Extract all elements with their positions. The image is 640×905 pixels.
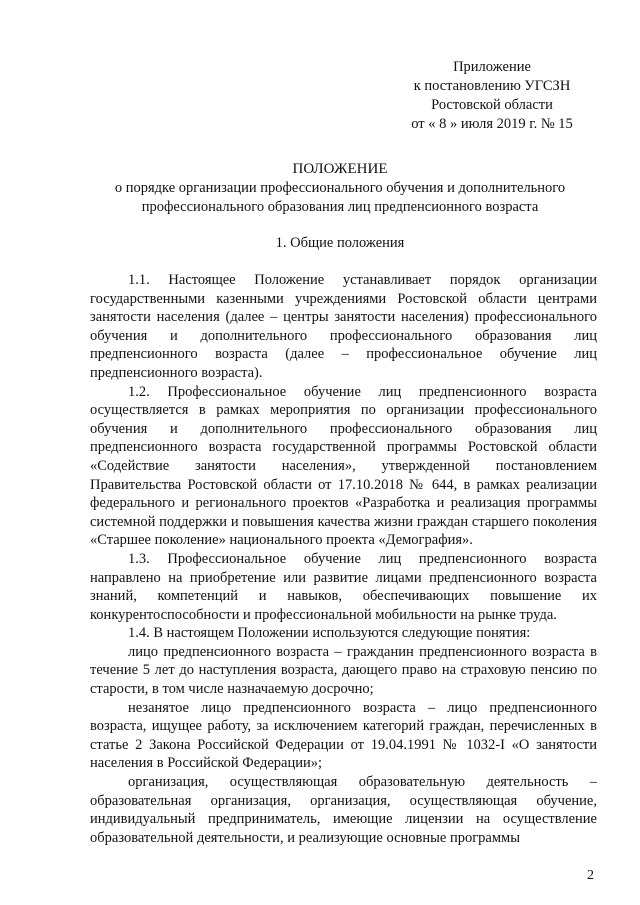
page-number: 2 — [587, 868, 594, 883]
definition-unemployed-person: незанятое лицо предпенсионного возраста – лицо предпенсионного возраста, ищущее работу, за исключением категорий граждан, перечисленных в статье 2 Закона Российской Федерации от 19.04.1991 № 1032-I «О занятости населения в Российской Федерации»; — [90, 699, 597, 772]
paragraph-1-2: 1.2. Профессиональное обучение лиц предпенсионного возраста осуществляется в рамках мероприятия по организации профессионального обучения и дополнительного профессионального образования лиц предпенсионного возраста государственной программы Ростовской области «Содействие занятости населения», утвержденной постановлением Правительства Ростовской области от 17.10.2018 № 644, в рамках реализации федерального и регионального проектов «Разработка и реализация программы системной поддержки и повышения качества жизни граждан старшего поколения «Старшее поколение» национального проекта «Демография». — [90, 383, 597, 549]
paragraph-1-1: 1.1. Настоящее Положение устанавливает порядок организации государственными казенными учреждениями Ростовской области центрами занятости населения (далее – центры занятости населения) профессионального обучения и дополнительного профессионального образования лиц предпенсионного возраста (далее – профессиональное обучение лиц предпенсионного возраста). — [90, 272, 597, 381]
paragraph-1-4: 1.4. В настоящем Положении используются следующие понятия: — [128, 625, 531, 642]
document-body — [90, 271, 597, 847]
approval-line-4: от « 8 » июля 2019 г. № 15 — [411, 116, 573, 132]
paragraph-1-3: 1.3. Профессиональное обучение лиц предпенсионного возраста направлено на приобретение или развитие лицами предпенсионного возраста знаний, компетенций и навыков, обеспечивающих повышение их конкурентоспособности и профессиональной мобильности на рынке труда. — [90, 550, 597, 623]
document-subtitle-line-2: профессионального образования лиц предпенсионного возраста — [141, 199, 539, 215]
approval-stamp — [380, 58, 604, 134]
document-title-block — [90, 160, 590, 217]
approval-line-2: к постановлению УГСЗН — [413, 78, 571, 94]
document-title: ПОЛОЖЕНИЕ — [292, 161, 388, 177]
definition-preretirement-person: лицо предпенсионного возраста – гражданин предпенсионного возраста в течение 5 лет до наступления возраста, дающего право на страховую пенсию по старости, в том числе назначаемую досрочно; — [90, 643, 597, 698]
section-heading: 1. Общие положения — [275, 235, 405, 251]
document-subtitle-line-1: о порядке организации профессионального обучения и дополнительного — [114, 180, 566, 196]
definition-educational-organization: организация, осуществляющая образовательную деятельность – образовательная организация, организация, осуществляющая обучение, индивидуальный предприниматель, имеющие лицензии на осуществление образовательной деятельности, и реализующие основные программы — [90, 774, 597, 846]
approval-line-1: Приложение — [453, 59, 531, 75]
approval-line-3: Ростовской области — [431, 97, 553, 113]
